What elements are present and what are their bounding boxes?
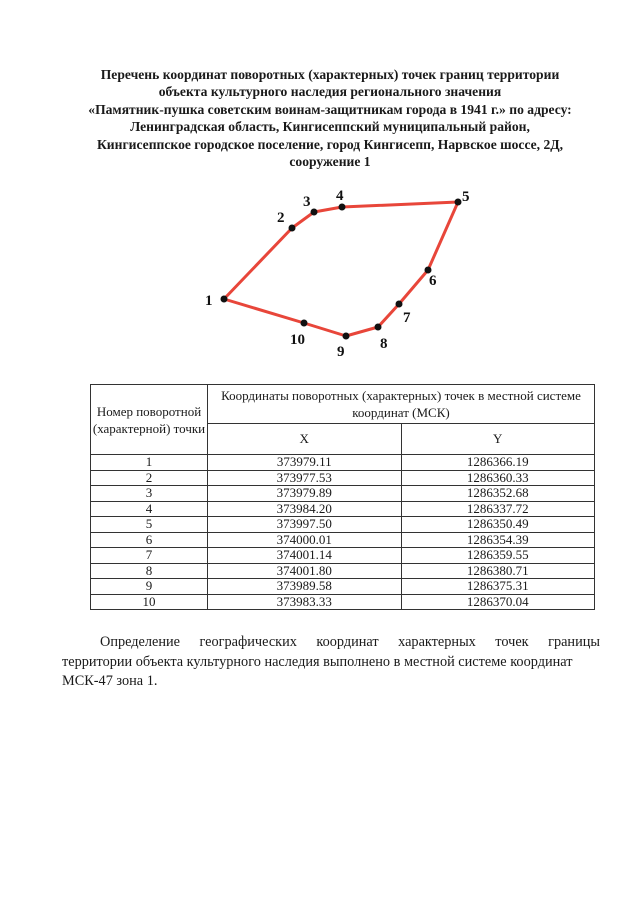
boundary-point [221,296,228,303]
cell-x: 374001.80 [208,563,402,579]
point-label: 3 [303,194,311,210]
note-line: МСК-47 зона 1. [62,673,158,689]
table-row [91,579,595,595]
header-y: Y [401,424,595,455]
point-label: 10 [290,332,305,348]
cell-number: 6 [91,532,208,548]
boundary-point [396,301,403,308]
table-row [91,532,595,548]
cell-number: 4 [91,501,208,517]
boundary-point [343,333,350,340]
coordinates-table [90,384,595,610]
point-label: 1 [205,293,213,309]
point-label: 2 [277,210,285,226]
cell-y: 1286354.39 [401,532,595,548]
boundary-point [339,204,346,211]
cell-number: 7 [91,548,208,564]
cell-y: 1286352.68 [401,486,595,502]
cell-y: 1286366.19 [401,455,595,471]
header-point-number: Номер поворотной (характерной) точки [91,385,208,455]
note-line: Определение географических координат характерных точек границы [100,634,600,650]
boundary-points [221,199,462,340]
cell-x: 373989.58 [208,579,402,595]
header-coordinates: Координаты поворотных (характерных) точек в местной системе координат (МСК) [208,385,595,424]
cell-number: 8 [91,563,208,579]
cell-y: 1286337.72 [401,501,595,517]
cell-x: 373984.20 [208,501,402,517]
cell-x: 373979.89 [208,486,402,502]
cell-y: 1286359.55 [401,548,595,564]
cell-y: 1286375.31 [401,579,595,595]
table-row [91,517,595,533]
cell-number: 1 [91,455,208,471]
boundary-diagram [190,180,490,365]
table-row [91,455,595,471]
cell-y: 1286380.71 [401,563,595,579]
cell-x: 374000.01 [208,532,402,548]
point-label: 4 [336,188,344,204]
cell-number: 3 [91,486,208,502]
boundary-point [375,324,382,331]
boundary-point [289,225,296,232]
cell-y: 1286360.33 [401,470,595,486]
table-row [91,548,595,564]
cell-number: 9 [91,579,208,595]
boundary-point [301,320,308,327]
note-line: территории объекта культурного наследия выполнено в местной системе координат [62,653,573,670]
cell-number: 10 [91,594,208,610]
title-line: Ленинградская область, Кингисеппский муниципальный район, [130,119,530,135]
cell-x: 373977.53 [208,470,402,486]
point-label: 6 [429,273,437,289]
document-title [60,66,600,170]
boundary-point [311,209,318,216]
title-line: «Памятник-пушка советским воинам-защитникам города в 1941 г.» по адресу: [88,101,572,117]
boundary-point [455,199,462,206]
table-row [91,486,595,502]
cell-x: 374001.14 [208,548,402,564]
point-label: 8 [380,336,388,352]
cell-x: 373997.50 [208,517,402,533]
point-label: 9 [337,344,345,360]
cell-x: 373979.11 [208,455,402,471]
header-x: X [208,424,402,455]
table-row [91,594,595,610]
title-line: Перечень координат поворотных (характерных) точек границ территории [100,67,560,82]
table-row [91,563,595,579]
cell-x: 373983.33 [208,594,402,610]
note-paragraph [62,633,600,692]
title-line: сооружение 1 [289,154,371,170]
point-label: 5 [462,189,470,205]
table-row [91,501,595,517]
cell-y: 1286370.04 [401,594,595,610]
cell-number: 5 [91,517,208,533]
cell-y: 1286350.49 [401,517,595,533]
table-row [91,470,595,486]
point-label: 7 [403,310,411,326]
title-line: объекта культурного наследия регионального значения [158,84,502,100]
boundary-polygon [224,202,458,336]
title-line: Кингисеппское городское поселение, город Кингисепп, Нарвское шоссе, 2Д, [96,136,564,152]
cell-number: 2 [91,470,208,486]
